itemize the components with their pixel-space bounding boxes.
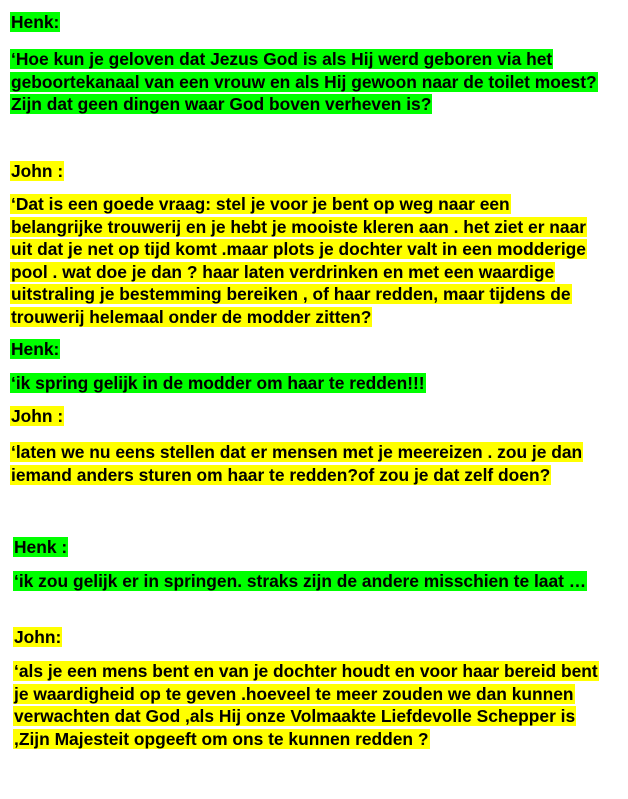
dialogue-text: ‘Hoe kun je geloven dat Jezus God is als Hij werd geboren via het geboortekanaal van een vrouw en als Hij gewoon naar de toilet moest? Zijn dat geen dingen waar God boven verheven is? bbox=[11, 49, 597, 114]
speaker-label: Henk: bbox=[11, 339, 60, 359]
dialogue-text: ‘Dat is een goede vraag: stel je voor je bent op weg naar een belangrijke trouwerij en je hebt je mooiste kleren aan . het ziet er naar uit dat je net op tijd komt .maar plots je dochter valt in een modderige pool . wat doe je dan ? haar laten verdrinken en met een waardige uitstraling je bestemming bereiken , of haar redden, maar tijdens de trouwerij helemaal onder de modder zitten? bbox=[11, 194, 587, 327]
speaker-label: Henk: bbox=[11, 12, 60, 32]
speaker-label: John : bbox=[11, 406, 64, 426]
dialogue-text: ‘als je een mens bent en van je dochter houdt en voor haar bereid bent je waardigheid op te geven .hoeveel te meer zouden we dan kunnen verwachten dat God ,als Hij onze Volmaakte Liefdevolle Schepper is ,Zijn Majesteit opgeeft om ons te kunnen redden ? bbox=[14, 661, 598, 749]
dialogue-text: ‘laten we nu eens stellen dat er mensen met je meereizen . zou je dan iemand anders sturen om haar te redden?of zou je dat zelf doen? bbox=[11, 442, 583, 485]
dialogue-text: ‘ik zou gelijk er in springen. straks zijn de andere misschien te laat … bbox=[14, 571, 587, 591]
speaker-label: Henk : bbox=[14, 537, 68, 557]
dialogue-text: ‘ik spring gelijk in de modder om haar te redden!!! bbox=[11, 373, 425, 393]
speaker-label: John : bbox=[11, 161, 64, 181]
speaker-label: John: bbox=[14, 627, 62, 647]
